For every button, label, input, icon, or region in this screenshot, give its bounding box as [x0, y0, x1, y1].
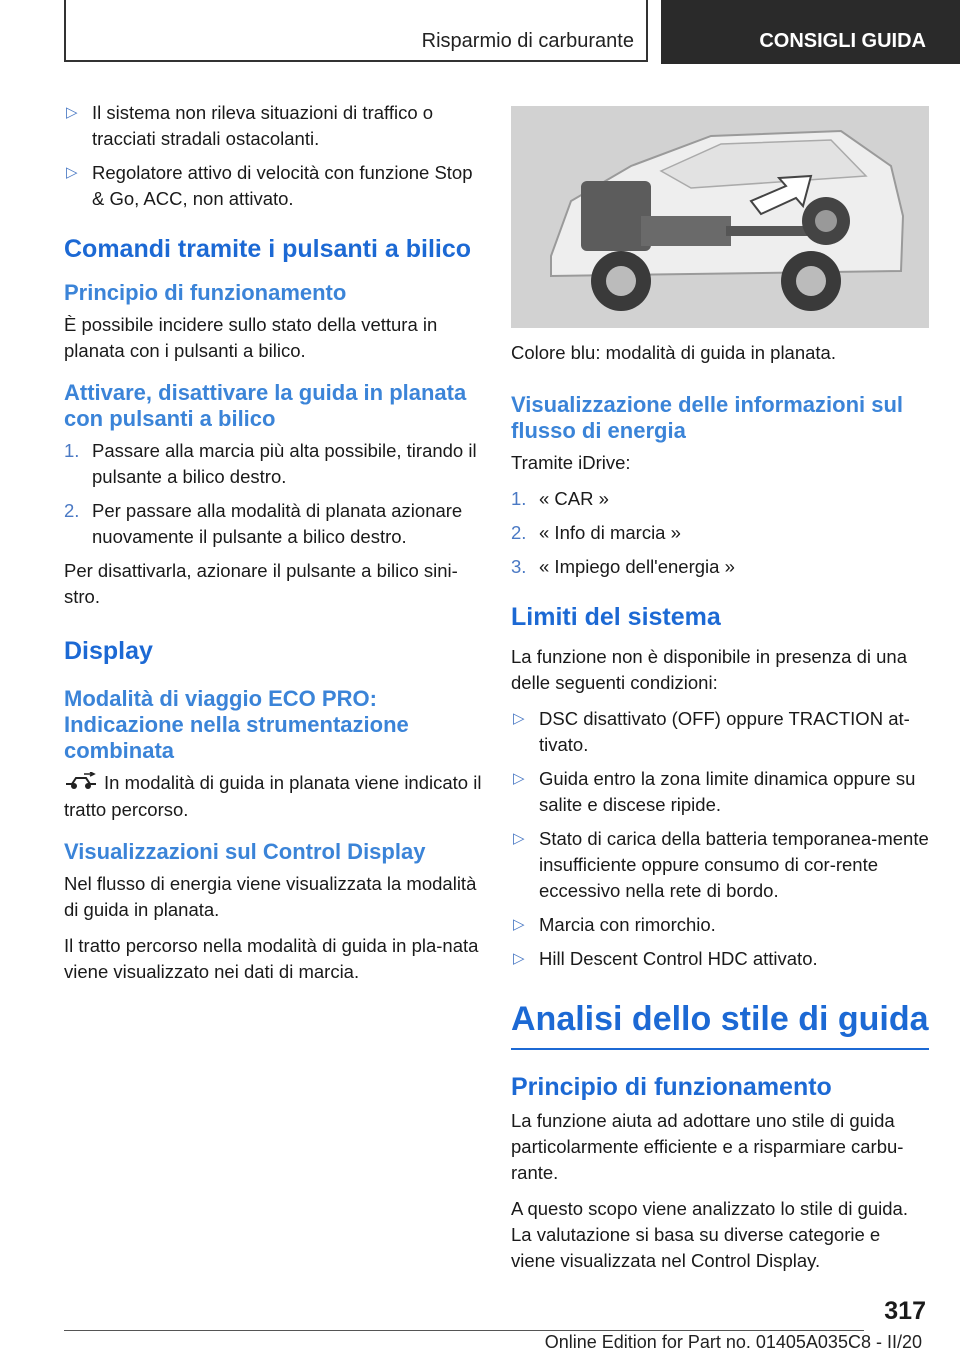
- paragraph: La funzione aiuta ad adottare uno stile di guida particolarmente efficiente e a risparmiare carbu-rante.: [511, 1110, 904, 1183]
- paragraph: Il tratto percorso nella modalità di guida in pla-nata viene visualizzato nei dati di marcia.: [64, 935, 479, 983]
- edition-footer: Online Edition for Part no. 01405A035C8 - II/20: [544, 1332, 922, 1352]
- menu-step: 2. « Info di marcia »: [511, 522, 681, 543]
- triangle-right-icon: ▷: [513, 950, 525, 967]
- heading-comandi: Comandi tramite i pulsanti a bilico: [64, 235, 472, 263]
- condition-item: ▷ Hill Descent Control HDC attivato.: [511, 946, 929, 972]
- paragraph: A questo scopo viene analizzato lo stile di guida. La valutazione si basa su diverse categorie e viene visualizzata nel Control Display.: [511, 1198, 908, 1271]
- triangle-right-icon: ▷: [513, 830, 525, 847]
- bullet-item: ▷ Regolatore attivo di velocità con funzione Stop & Go, ACC, non attivato.: [66, 162, 473, 209]
- condition-item: ▷ Stato di carica della batteria temporanea-mente insufficiente oppure consumo di cor-rente eccessivo nella rete di bordo.: [513, 828, 929, 901]
- heading-attivare: Attivare, disattivare la guida in planata con pulsanti a bilico: [64, 380, 467, 431]
- paragraph-eco: In modalità di guida in planata viene indicato il tratto percorso.: [64, 772, 482, 821]
- step-item: 1. Passare alla marcia più alta possibile, tirando il pulsante a bilico destro.: [64, 440, 477, 487]
- bullet-item: ▷ Il sistema non rileva situazioni di traffico o tracciati stradali ostacolanti.: [66, 102, 434, 149]
- heading-principio-2: Principio di funzionamento: [511, 1073, 832, 1101]
- condition-item: ▷ DSC disattivato (OFF) oppure TRACTION at-tivato.: [513, 708, 910, 755]
- triangle-right-icon: ▷: [66, 164, 78, 181]
- heading-info: Visualizzazione delle informazioni sul flusso di energia: [511, 392, 904, 443]
- menu-step: 1. « CAR »: [511, 488, 609, 509]
- paragraph: La funzione non è disponibile in presenza di una delle seguenti condizioni:: [511, 646, 907, 693]
- footer-divider: [64, 1330, 864, 1331]
- page-header: [64, 0, 960, 64]
- paragraph: Nel flusso di energia viene visualizzata la modalità di guida in planata.: [64, 873, 477, 921]
- triangle-right-icon: ▷: [513, 770, 525, 787]
- heading-visualizzazioni: Visualizzazioni sul Control Display: [64, 839, 426, 865]
- section-title: Risparmio di carburante: [64, 0, 648, 62]
- triangle-right-icon: ▷: [513, 916, 525, 933]
- menu-step: 3. « Impiego dell'energia »: [511, 556, 735, 577]
- step-item: 2. Per passare alla modalità di planata azionare nuovamente il pulsante a bilico destro.: [64, 500, 463, 547]
- paragraph: Tramite iDrive:: [511, 452, 631, 473]
- heading-eco-pro: Modalità di viaggio ECO PRO: Indicazione nella strumentazione combinata: [64, 686, 409, 763]
- heading-analisi: Analisi dello stile di guida: [511, 998, 929, 1050]
- triangle-right-icon: ▷: [66, 104, 78, 121]
- figure-caption: Colore blu: modalità di guida in planata.: [511, 342, 836, 363]
- paragraph: È possibile incidere sullo stato della vettura in planata con i pulsanti a bilico.: [64, 314, 438, 361]
- heading-limiti: Limiti del sistema: [511, 603, 721, 631]
- coasting-car-icon: [64, 771, 98, 797]
- heading-principio: Principio di funzionamento: [64, 280, 347, 305]
- triangle-right-icon: ▷: [513, 710, 525, 727]
- left-column: [64, 100, 482, 995]
- condition-item: ▷ Marcia con rimorchio.: [511, 912, 929, 938]
- heading-display: Display: [64, 637, 153, 665]
- paragraph: Per disattivarla, azionare il pulsante a bilico sini-stro.: [64, 560, 458, 607]
- chapter-title: CONSIGLI GUIDA: [661, 0, 960, 64]
- right-column: [511, 106, 929, 1284]
- car-drivetrain-illustration: [511, 106, 929, 328]
- condition-item: ▷ Guida entro la zona limite dinamica oppure su salite e discese ripide.: [513, 768, 916, 815]
- page-number: 317: [884, 1297, 926, 1325]
